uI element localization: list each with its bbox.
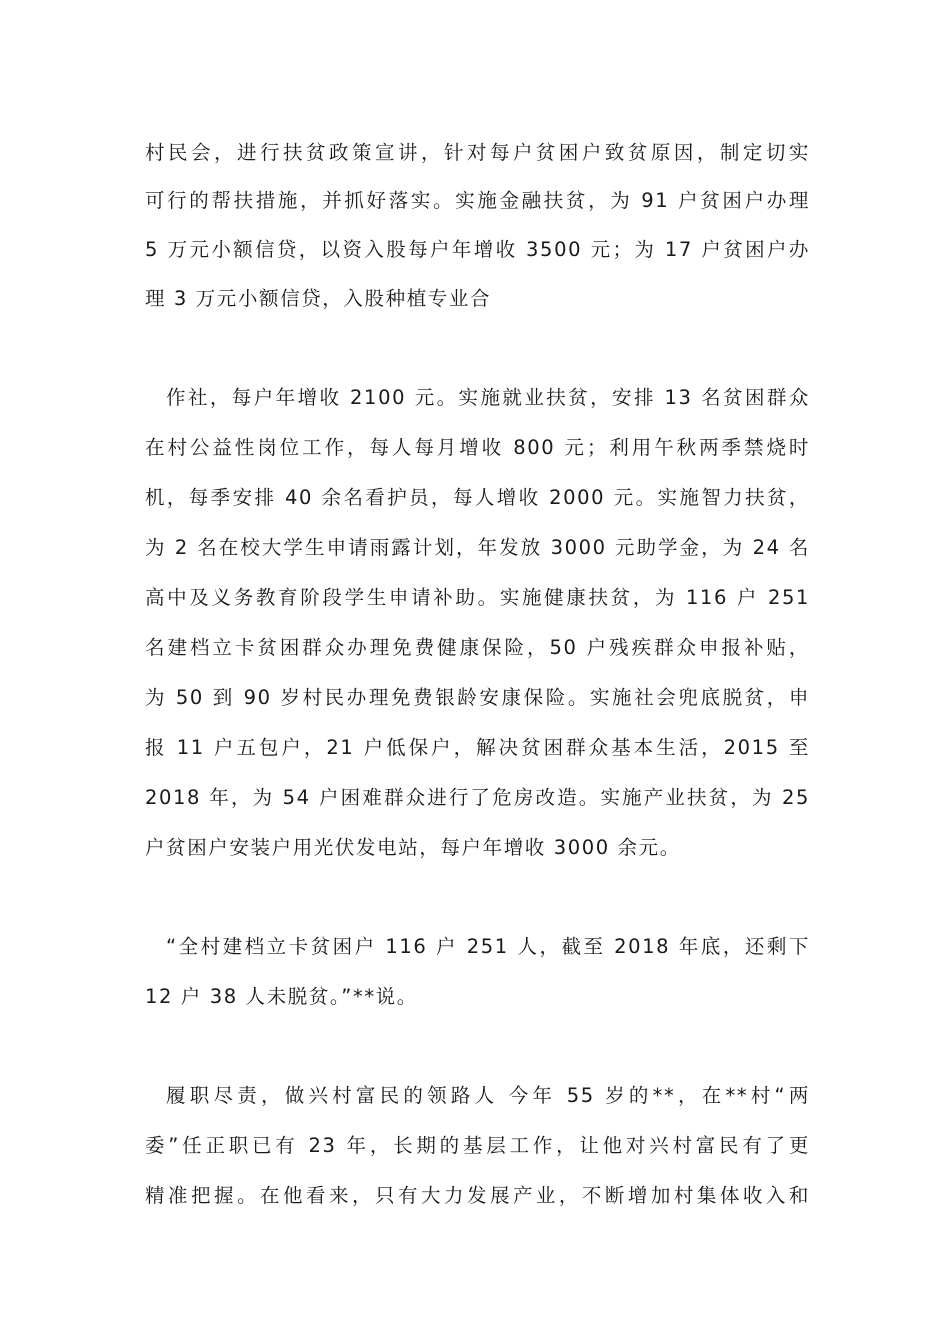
text-line: 为 2 名在校大学生申请雨露计划，年发放 3000 元助学金，为 24 名: [145, 536, 810, 559]
text-line: 理 3 万元小额信贷，入股种植专业合: [145, 287, 492, 310]
text-line: 高中及义务教育阶段学生申请补助。实施健康扶贫，为 116 户 251: [145, 586, 810, 609]
text-line: 作社，每户年增收 2100 元。实施就业扶贫，安排 13 名贫困群众: [166, 386, 810, 409]
text-line: 2018 年，为 54 户困难群众进行了危房改造。实施产业扶贫，为 25: [145, 786, 810, 809]
text-line: 履职尽责，做兴村富民的领路人 今年 55 岁的**，在**村“两: [166, 1084, 810, 1107]
text-line: 委”任正职已有 23 年，长期的基层工作，让他对兴村富民有了更: [145, 1134, 810, 1157]
text-line: 机，每季安排 40 余名看护员，每人增收 2000 元。实施智力扶贫，: [145, 486, 810, 509]
text-line: “全村建档立卡贫困户 116 户 251 人，截至 2018 年底，还剩下: [166, 935, 810, 958]
text-line: 精准把握。在他看来，只有大力发展产业，不断增加村集体收入和: [145, 1184, 810, 1207]
text-line: 户贫困户安装户用光伏发电站，每户年增收 3000 余元。: [145, 836, 681, 859]
text-line: 可行的帮扶措施，并抓好落实。实施金融扶贫，为 91 户贫困户办理: [145, 189, 810, 212]
text-line: 在村公益性岗位工作，每人每月增收 800 元；利用午秋两季禁烧时: [145, 436, 810, 459]
text-line: 村民会，进行扶贫政策宣讲，针对每户贫困户致贫原因，制定切实: [145, 141, 810, 164]
text-line: 5 万元小额信贷，以资入股每户年增收 3500 元；为 17 户贫困户办: [145, 238, 810, 261]
text-line: 报 11 户五包户，21 户低保户，解决贫困群众基本生活，2015 至: [145, 736, 810, 759]
text-line: 为 50 到 90 岁村民办理免费银龄安康保险。实施社会兜底脱贫，申: [145, 686, 810, 709]
text-line: 名建档立卡贫困群众办理免费健康保险，50 户残疾群众申报补贴，: [145, 636, 810, 659]
text-line: 12 户 38 人未脱贫。”**说。: [145, 985, 418, 1008]
